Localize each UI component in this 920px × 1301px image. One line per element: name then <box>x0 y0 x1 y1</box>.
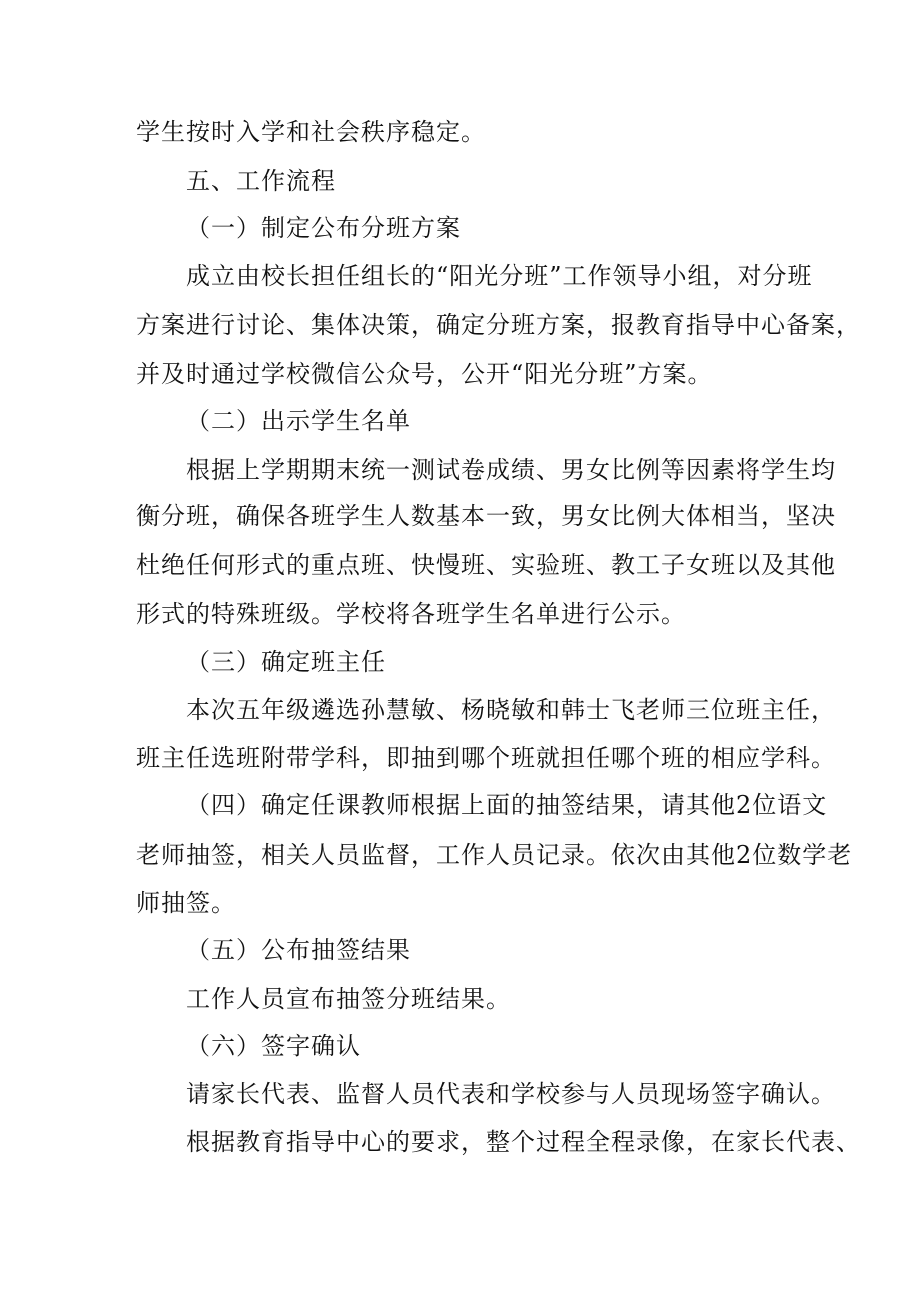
text-line: 根据上学期期末统一测试卷成绩、男女比例等因素将学生均 <box>186 456 836 484</box>
text-line: 杜绝任何形式的重点班、快慢班、实验班、教工子女班以及其他 <box>136 551 836 579</box>
text-line: 方案进行讨论、集体决策，确定分班方案，报教育指导中心备案， <box>136 311 861 339</box>
text-line: 根据教育指导中心的要求，整个过程全程录像，在家长代表、 <box>186 1128 861 1156</box>
text-line: 师抽签。 <box>136 889 236 917</box>
subsection-heading: （一）制定公布分班方案 <box>186 214 461 242</box>
text-line: 并及时通过学校微信公众号，公开“阳光分班”方案。 <box>136 360 713 388</box>
text-line: 工作人员宣布抽签分班结果。 <box>186 985 511 1013</box>
section-heading: 五、工作流程 <box>186 167 336 195</box>
text-line: 老师抽签，相关人员监督，工作人员记录。依次由其他2位数学老 <box>136 841 853 869</box>
text-line: 班主任选班附带学科，即抽到哪个班就担任哪个班的相应学科。 <box>136 744 836 772</box>
subsection-heading: （三）确定班主任 <box>186 648 386 676</box>
subsection-heading: （五）公布抽签结果 <box>186 936 411 964</box>
text-line: 请家长代表、监督人员代表和学校参与人员现场签字确认。 <box>186 1080 836 1108</box>
subsection-heading: （二）出示学生名单 <box>186 407 411 435</box>
text-line: 形式的特殊班级。学校将各班学生名单进行公示。 <box>136 600 686 628</box>
text-line: 学生按时入学和社会秩序稳定。 <box>136 118 486 146</box>
text-line: 本次五年级遴选孙慧敏、杨晓敏和韩士飞老师三位班主任， <box>186 696 836 724</box>
subsection-heading: （六）签字确认 <box>186 1032 361 1060</box>
text-line: 成立由校长担任组长的“阳光分班”工作领导小组，对分班 <box>186 262 813 290</box>
text-line: 衡分班，确保各班学生人数基本一致，男女比例大体相当，坚决 <box>136 502 836 530</box>
text-line: （四）确定任课教师根据上面的抽签结果，请其他2位语文 <box>186 791 828 819</box>
